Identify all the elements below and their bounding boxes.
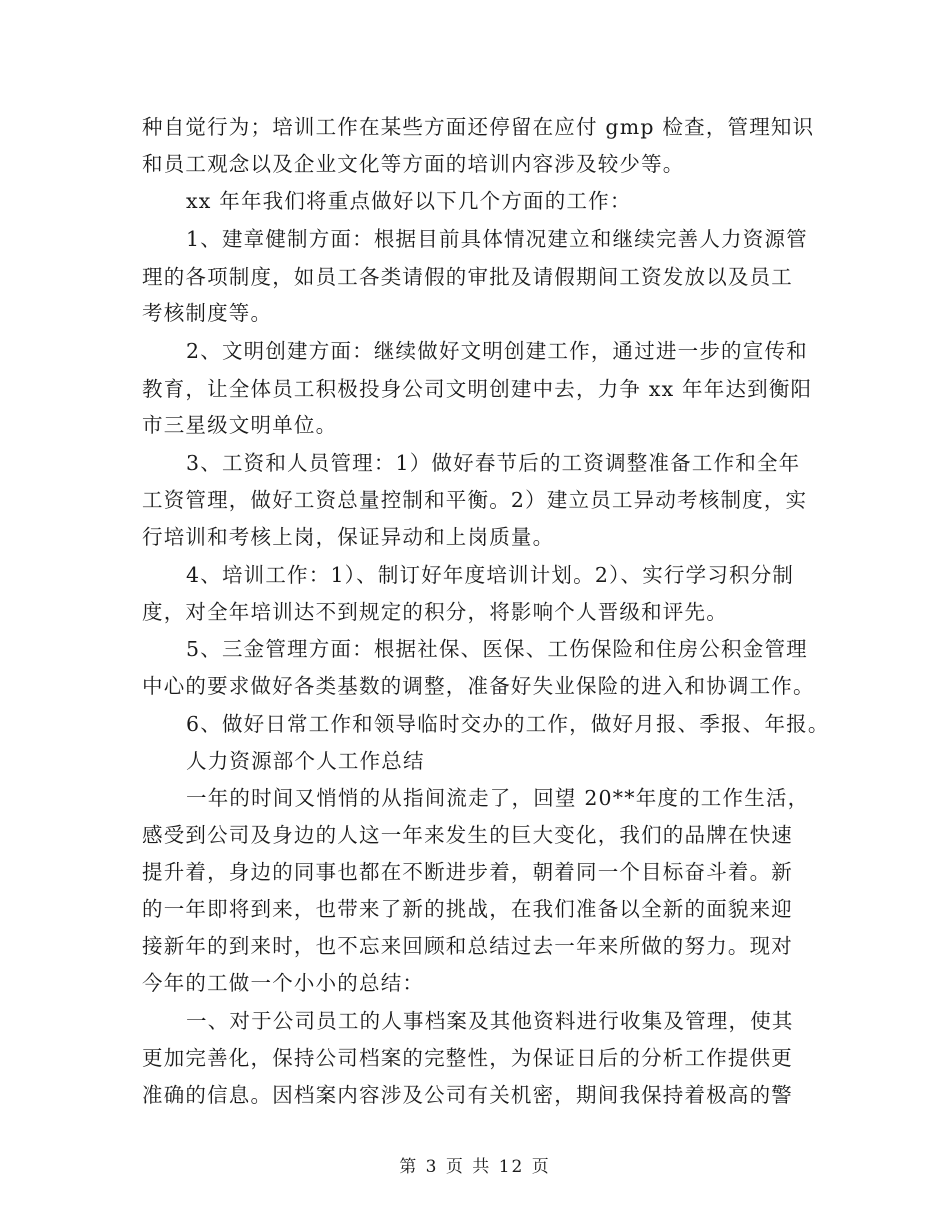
paragraph-start: 一年的时间又悄悄的从指间流走了，回望 20**年度的工作生活， bbox=[186, 786, 810, 810]
list-item: 5、三金管理方面：根据社保、医保、工伤保险和住房公积金管理 bbox=[186, 637, 808, 661]
text-line: 度，对全年培训达不到规定的积分，将影响个人晋级和评先。 bbox=[142, 600, 728, 624]
text-line: 接新年的到来时，也不忘来回顾和总结过去一年来所做的努力。现对 bbox=[142, 934, 793, 958]
text-line: 感受到公司及身边的人这一年来发生的巨大变化，我们的品牌在快速 bbox=[142, 823, 793, 847]
list-item: 4、培训工作：1）、制订好年度培训计划。2）、实行学习积分制 bbox=[186, 563, 795, 587]
text-line: 市三星级文明单位。 bbox=[142, 413, 338, 437]
text-line: 种自觉行为；培训工作在某些方面还停留在应付 gmp 检查，管理知识 bbox=[142, 115, 815, 139]
text-line: 准确的信息。因档案内容涉及公司有关机密，期间我保持着极高的警 bbox=[142, 1083, 793, 1107]
text-line: 教育，让全体员工积极投身公司文明创建中去，力争 xx 年年达到衡阳 bbox=[142, 377, 813, 401]
text-line: 的一年即将到来，也带来了新的挑战，在我们准备以全新的面貌来迎 bbox=[142, 897, 793, 921]
section-intro: xx 年年我们将重点做好以下几个方面的工作： bbox=[186, 189, 632, 213]
text-line: 更加完善化，保持公司档案的完整性，为保证日后的分析工作提供更 bbox=[142, 1046, 793, 1070]
text-line: 提升着，身边的同事也都在不断进步着，朝着同一个目标奋斗着。新 bbox=[142, 860, 793, 884]
text-line: 行培训和考核上岗，保证异动和上岗质量。 bbox=[142, 525, 555, 549]
text-line: 考核制度等。 bbox=[142, 301, 273, 325]
text-line: 中心的要求做好各类基数的调整，准备好失业保险的进入和协调工作。 bbox=[142, 674, 815, 698]
list-item: 3、工资和人员管理：1）做好春节后的工资调整准备工作和全年 bbox=[186, 451, 801, 475]
section-heading: 人力资源部个人工作总结 bbox=[186, 749, 425, 773]
list-item: 6、做好日常工作和领导临时交办的工作，做好月报、季报、年报。 bbox=[186, 712, 830, 736]
text-line: 今年的工做一个小小的总结： bbox=[142, 971, 425, 995]
text-line: 理的各项制度，如员工各类请假的审批及请假期间工资发放以及员工 bbox=[142, 265, 793, 289]
text-line: 工资管理，做好工资总量控制和平衡。2）建立员工异动考核制度，实 bbox=[142, 488, 808, 512]
list-item: 1、建章健制方面：根据目前具体情况建立和继续完善人力资源管 bbox=[186, 227, 808, 251]
list-item: 2、文明创建方面：继续做好文明创建工作，通过进一步的宣传和 bbox=[186, 339, 808, 363]
list-item: 一、对于公司员工的人事档案及其他资料进行收集及管理，使其 bbox=[186, 1009, 794, 1033]
page-number-footer: 第 3 页 共 12 页 bbox=[399, 1157, 551, 1177]
text-line: 和员工观念以及企业文化等方面的培训内容涉及较少等。 bbox=[142, 152, 685, 176]
